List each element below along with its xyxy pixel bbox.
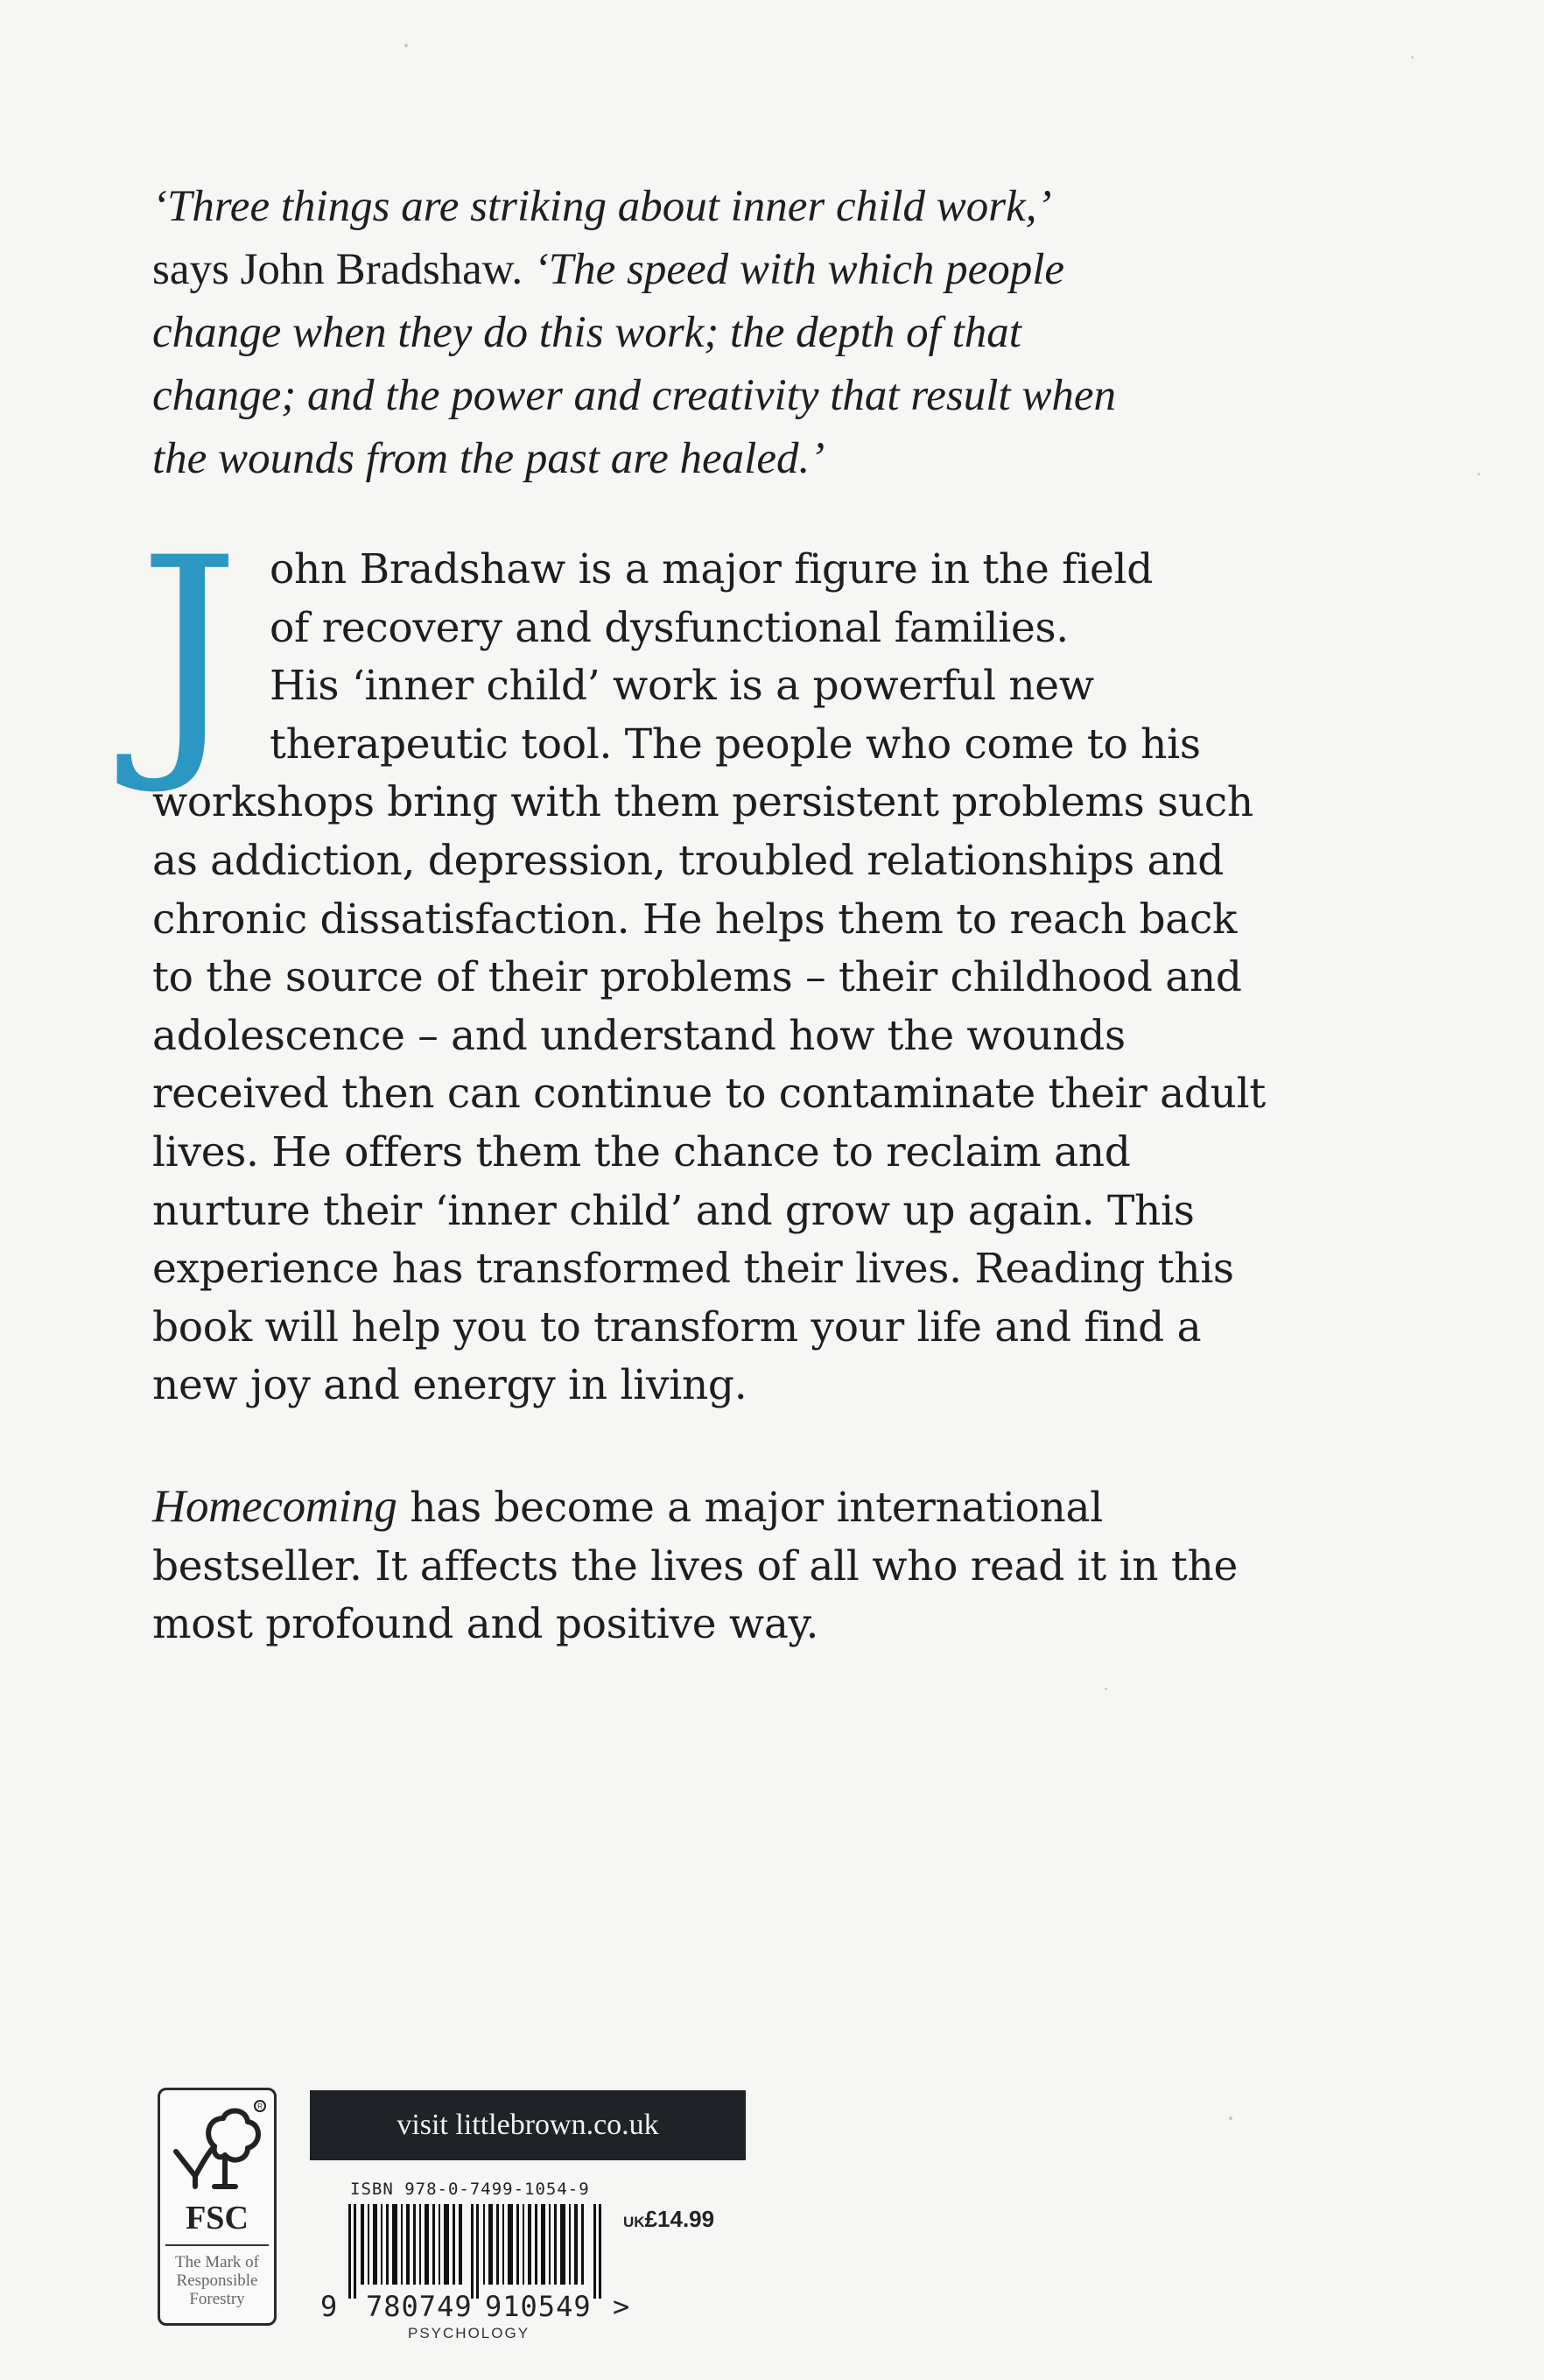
publisher-url-banner: visit littlebrown.co.uk <box>310 2090 746 2160</box>
fsc-divider <box>165 2244 269 2246</box>
quote-line-4: change; and the power and creativity that result when <box>152 371 1117 420</box>
description-line: received then can continue to contaminate their adult <box>152 1070 1266 1119</box>
fsc-label: FSC <box>186 2200 249 2236</box>
description-line: workshops bring with them persistent problems such <box>152 778 1253 827</box>
quote-line-1: ‘Three things are striking about inner child work,’ <box>152 182 1052 231</box>
fsc-tagline <box>164 2253 270 2308</box>
barcode-first-digit: 9 <box>320 2290 338 2323</box>
fsc-tree-checkmark-icon <box>169 2099 267 2195</box>
category-label: PSYCHOLOGY <box>408 2325 530 2341</box>
description-line: adolescence – and understand how the wounds <box>152 1011 1126 1060</box>
barcode <box>348 2204 613 2299</box>
description-line: to the source of their problems – their childhood and <box>152 953 1242 1002</box>
description-line: lives. He offers them the chance to reclaim and <box>152 1127 1131 1176</box>
description-line: book will help you to transform your life and find a <box>152 1302 1202 1351</box>
book-title-italic: Homecoming <box>152 1481 397 1532</box>
quote-line-3: change when they do this work; the depth of that <box>152 308 1021 357</box>
closing-line-2: bestseller. It affects the lives of all who read it in the <box>152 1541 1238 1590</box>
description-line: ohn Bradshaw is a major figure in the field <box>270 545 1154 593</box>
description-paragraph <box>152 541 1395 1415</box>
fsc-tagline-line: Responsible <box>176 2271 258 2290</box>
price-value: £14.99 <box>644 2206 715 2232</box>
paper-speck <box>404 44 408 47</box>
description-line: His ‘inner child’ work is a powerful new <box>270 662 1094 711</box>
svg-text:R: R <box>257 2103 263 2110</box>
paper-speck <box>1105 1688 1107 1690</box>
quote-line-5: the wounds from the past are healed.’ <box>152 434 825 483</box>
paper-speck <box>1477 473 1480 475</box>
quote-attribution: says John Bradshaw. <box>152 245 523 294</box>
fsc-tagline-line: Forestry <box>189 2290 245 2308</box>
barcode-digits-group-2: 910549 <box>485 2290 592 2323</box>
drop-cap-letter: J <box>138 504 241 799</box>
quote-line-2-tail: ‘The speed with which people <box>533 245 1065 294</box>
barcode-digits-group-1: 780749 <box>366 2290 473 2323</box>
description-line: new joy and energy in living. <box>152 1361 747 1410</box>
isbn-text: ISBN 978-0-7499-1054-9 <box>350 2180 590 2199</box>
price-label <box>623 2206 714 2233</box>
paper-speck <box>1229 2117 1232 2120</box>
description-line: nurture their ‘inner child’ and grow up again. This <box>152 1186 1195 1235</box>
closing-line-3: most profound and positive way. <box>152 1600 819 1649</box>
description-line: of recovery and dysfunctional families. <box>270 603 1069 652</box>
barcode-end-marker: > <box>613 2290 630 2323</box>
fsc-logo <box>158 2088 277 2326</box>
description-line: as addiction, depression, troubled relationships and <box>152 836 1225 885</box>
closing-line-1: has become a major international <box>397 1484 1103 1532</box>
paper-speck <box>1411 56 1414 59</box>
description-line: chronic dissatisfaction. He helps them to reach back <box>152 895 1238 944</box>
description-line: therapeutic tool. The people who come to his <box>270 720 1201 769</box>
closing-paragraph <box>152 1478 1395 1654</box>
fsc-tagline-line: The Mark of <box>174 2253 260 2271</box>
opening-quote <box>152 175 1395 490</box>
price-currency-region: UK <box>623 2214 645 2230</box>
description-line: experience has transformed their lives. Reading this <box>152 1245 1234 1294</box>
